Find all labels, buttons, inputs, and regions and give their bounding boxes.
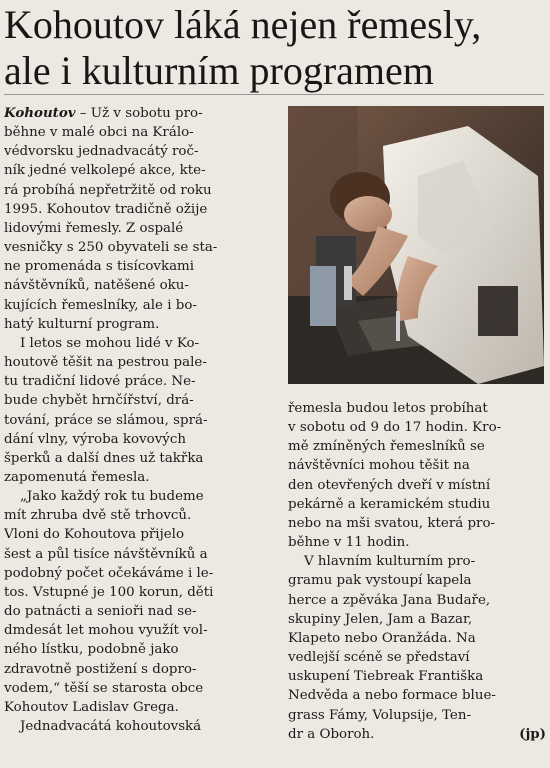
text-line: grass Fámy, Volupsije, Ten- <box>288 707 472 723</box>
text-line: návštěvníků, natěšené oku- <box>4 278 189 294</box>
text-line: mít zhruba dvě stě trhovců. <box>4 508 192 524</box>
text-line: řemesla budou letos probíhat <box>288 401 488 416</box>
text-line: šest a půl tisíce návštěvníků a <box>4 546 208 562</box>
text-line: houtově těšit na pestrou pale- <box>4 355 207 371</box>
article-headline <box>4 2 544 94</box>
last-line <box>288 725 546 744</box>
text-line: uskupení Tiebreak Františka <box>288 669 484 685</box>
headline-rule <box>4 94 544 95</box>
text-line: mě zmíněných řemeslníků se <box>288 439 485 455</box>
author-signature: (jp) <box>519 725 546 742</box>
text-line: skupiny Jelen, Jam a Bazar, <box>288 611 473 627</box>
article-photo <box>288 106 544 384</box>
text-line: zapomenutá řemesla. <box>4 469 150 485</box>
text-line: návštěvníci mohou těšit na <box>288 458 470 474</box>
text-line: kujících řemeslníky, ale i bo- <box>4 297 197 313</box>
text-line: podobný počet očekáváme i le- <box>4 565 214 581</box>
text-line: běhne v 11 hodin. <box>288 535 410 551</box>
text-line: herce a zpěváka Jana Budaře, <box>288 592 491 608</box>
headline-line-1: Kohoutov láká nejen řemesly, <box>4 2 482 47</box>
text-line: ného lístku, podobně jako <box>4 642 179 658</box>
paragraph-start: „Jako každý rok tu budeme <box>20 489 204 505</box>
text-line: ník jedné velkolepé akce, kte- <box>4 163 206 179</box>
text-line: den otevřených dveří v místní <box>288 477 491 493</box>
text-line: zdravotně postižení s dopro- <box>4 661 197 677</box>
text-line: lidovými řemesly. Z ospalé <box>4 220 184 236</box>
text-line: védvorsku jednadvacátý roč- <box>4 144 199 160</box>
paragraph-start: I letos se mohou lidé v Ko- <box>20 335 200 351</box>
lead-text: – Už v sobotu pro- <box>75 106 203 121</box>
article-kicker: Kohoutov <box>4 105 76 121</box>
text-line: Vloni do Kohoutova přijelo <box>4 527 185 543</box>
text-line: vedlejší scéně se představí <box>288 650 470 666</box>
headline-line-2: ale i kulturním programem <box>4 48 434 93</box>
text-line: dání vlny, výroba kovových <box>4 431 186 447</box>
text-line: bude chybět hrnčířství, drá- <box>4 393 194 409</box>
text-line: do patnácti a senioři nad se- <box>4 604 197 620</box>
text-line: ne promenáda s tisícovkami <box>4 259 195 275</box>
text-line: rá probíhá nepřetržitě od roku <box>4 182 212 198</box>
text-line: 1995. Kohoutov tradičně ožije <box>4 201 208 217</box>
article-column-left <box>4 104 278 736</box>
text-line: hatý kulturní program. <box>4 316 160 332</box>
craftsman-photo-image <box>288 106 544 384</box>
text-line: Kohoutov Ladislav Grega. <box>4 699 179 715</box>
paragraph-start: V hlavním kulturním pro- <box>304 554 476 570</box>
text-line: vodem,“ těší se starosta obce <box>4 680 204 696</box>
text-line: tování, práce se slámou, sprá- <box>4 412 208 428</box>
text-line: tos. Vstupné je 100 korun, děti <box>4 584 214 600</box>
article-column-right <box>288 399 546 744</box>
lead-line <box>4 104 278 123</box>
text-line: nebo na mši svatou, která pro- <box>288 515 496 531</box>
text-line: v sobotu od 9 do 17 hodin. Kro- <box>288 420 502 436</box>
text-line: Nedvěda a nebo formace blue- <box>288 688 496 704</box>
text-line: šperků a další dnes už takřka <box>4 450 204 466</box>
text-line: tu tradiční lidové práce. Ne- <box>4 374 196 390</box>
text-line: Klapeto nebo Oranžáda. Na <box>288 630 476 646</box>
paragraph-start: Jednadvacátá kohoutovská <box>20 719 202 734</box>
text-line: vesničky s 250 obyvateli se sta- <box>4 240 218 256</box>
text-line: pekárně a keramickém studiu <box>288 496 491 512</box>
text-line: dmdesát let mohou využít vol- <box>4 623 208 639</box>
text-line: dr a Oboroh. <box>288 726 375 742</box>
text-line: běhne v malé obci na Králo- <box>4 125 194 141</box>
text-line: gramu pak vystoupí kapela <box>288 573 472 589</box>
